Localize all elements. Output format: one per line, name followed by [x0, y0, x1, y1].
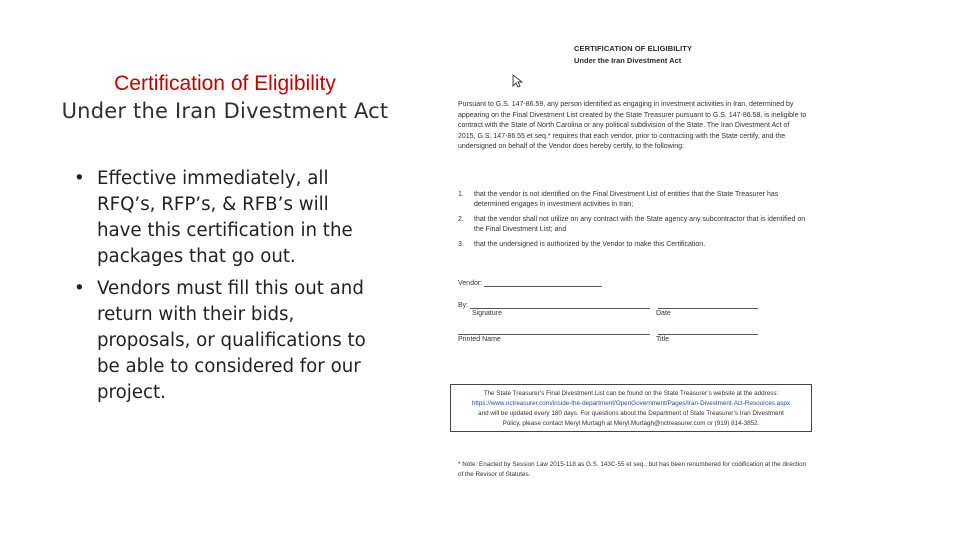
bullet-list [68, 166, 378, 412]
treasurer-info-box: The State Treasurer’s Final Divestment List can be found on the State Treasurer’s website at the address: https://www.nctreasurer.com/inside-the-department/OpenGovernment/Pages/Iran-Divestment-Act-Resources.aspx and will be updated every 180 days. For questions about the Department of State Treasurer’s Iran Divestment Policy, please contact Meryl Murtagh at Meryl.Murtagh@nctreasurer.com or (919) 814-3852. [450, 384, 812, 432]
slide-title: Certification of Eligibility [114, 72, 336, 95]
printed-name-label: Printed Name [458, 336, 501, 343]
treasurer-link[interactable]: https://www.nctreasurer.com/inside-the-department/OpenGovernment/Pages/Iran-Divestment-Act-Resources.aspx [471, 400, 791, 407]
document-title: CERTIFICATION OF ELIGIBILITY [574, 44, 693, 53]
signature-label: Signature [472, 310, 502, 317]
slide-subtitle: Under the Iran Divestment Act [61, 99, 389, 123]
certification-items [458, 190, 808, 256]
by-row: By: [458, 302, 758, 309]
vendor-line [484, 286, 602, 287]
document-paragraph: Pursuant to G.S. 147-86.59, any person identified as engaging in investment activities in Iran, determined by appearing on the Final Divestment List created by the State Treasurer pursuant to G.S. 147-86.58, is ineligible to contract with the State of North Carolina or any political subdivision of the State. The Iran Divestment Act of 2015, G.S. 147-86.55 et seq.* requires that each vendor, prior to contracting with the State certify, and the undersigned on behalf of the Vendor does hereby certify, to the following: [458, 101, 807, 151]
certification-item: 3. that the undersigned is authorized by the Vendor to make this Certification. [458, 241, 706, 248]
vendor-field: Vendor: [458, 280, 602, 287]
signature-line [470, 308, 650, 309]
bullet-item: • Effective immediately, all RFQ’s, RFP’s, & RFB’s will have this certification in the packages that go out. [68, 166, 378, 270]
document-subtitle: Under the Iran Divestment Act [574, 56, 682, 65]
title-label: Title [656, 336, 669, 343]
date-label: Date [656, 310, 671, 317]
certification-document-image [450, 40, 820, 490]
certification-item: 2. that the vendor shall not utilize on any contract with the State agency any subcontractor that is identified on the Final Divestment List; and [458, 216, 806, 233]
footnote: * Note: Enacted by Session Law 2015-118 as G.S. 143C-55 et seq., but has been renumbered for codification at the direction of the Revisor of Statutes. [458, 461, 807, 478]
certification-item: 1. that the vendor is not identified on the Final Divestment List of entities that the State Treasurer has determined engages in investment activities in Iran; [458, 191, 779, 208]
name-title-row [458, 328, 758, 335]
title-line [658, 334, 758, 335]
printed-name-line [458, 334, 650, 335]
mouse-pointer-icon [512, 74, 524, 88]
slide-title-block [40, 70, 410, 124]
date-line [658, 308, 758, 309]
bullet-item: • Vendors must fill this out and return with their bids, proposals, or qualifications to be able to considered for our project. [68, 276, 378, 406]
